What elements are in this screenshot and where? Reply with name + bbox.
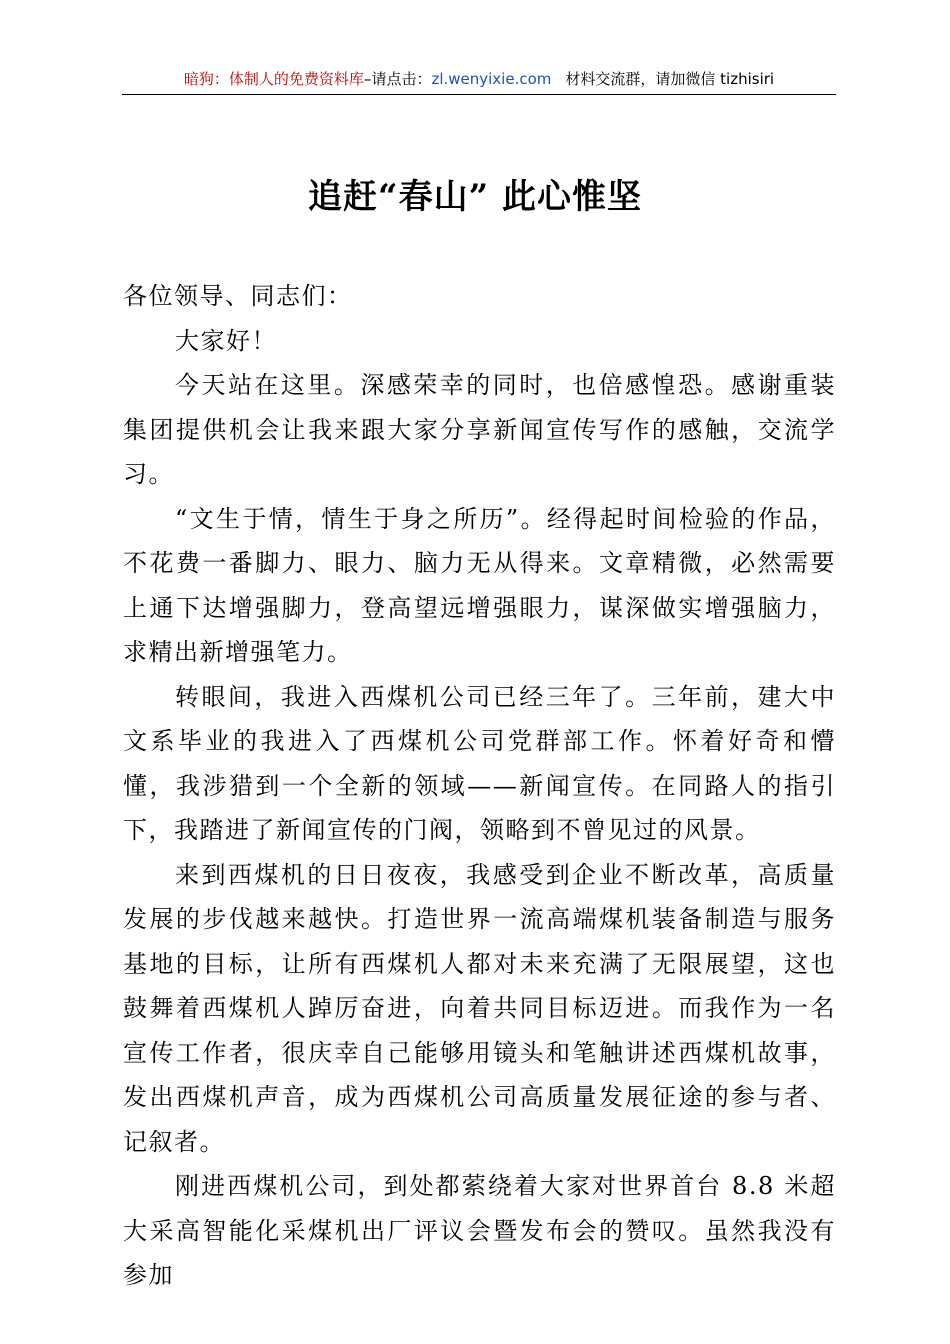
document-body <box>123 274 836 1298</box>
paragraph: 转眼间，我进入西煤机公司已经三年了。三年前，建大中文系毕业的我进入了西煤机公司党群部工作。怀着好奇和懵懂，我涉猎到一个全新的领域——新闻宣传。在同路人的指引下，我踏进了新闻宣传的门阀，领略到不曾见过的风景。 <box>123 682 836 844</box>
header-wechat-note: 材料交流群，请加微信 tizhisiri <box>565 70 775 88</box>
paragraph: 来到西煤机的日日夜夜，我感受到企业不断改革，高质量发展的步伐越来越快。打造世界一流高端煤机装备制造与服务基地的目标，让所有西煤机人都对未来充满了无限展望，这也鼓舞着西煤机人踔厉奋进，向着共同目标迈进。而我作为一名宣传工作者，很庆幸自己能够用镜头和笔触讲述西煤机故事，发出西煤机声音，成为西煤机公司高质量发展征途的参与者、记叙者。 <box>123 860 836 1156</box>
paragraph: “文生于情，情生于身之所历”。经得起时间检验的作品，不花费一番脚力、眼力、脑力无从得来。文章精微，必然需要上通下达增强脚力，登高望远增强眼力，谋深做实增强脑力，求精出新增强笔力。 <box>123 504 836 666</box>
greeting: 大家好！ <box>175 326 277 355</box>
paragraph: 刚进西煤机公司，到处都萦绕着大家对世界首台 8.8 米超大采高智能化采煤机出厂评议会暨发布会的赞叹。虽然我没有参加 <box>123 1172 836 1289</box>
page-header <box>122 66 836 95</box>
header-link[interactable]: zl.wenyixie.com <box>431 70 552 88</box>
header-prompt: –请点击： <box>363 70 432 88</box>
salutation: 各位领导、同志们： <box>123 282 353 310</box>
paragraph: 今天站在这里。深感荣幸的同时，也倍感惶恐。感谢重装集团提供机会让我来跟大家分享新闻宣传写作的感触，交流学习。 <box>123 371 836 488</box>
header-brand: 暗狗：体制人的免费资料库 <box>183 70 364 88</box>
document-title: 追赶“春山” 此心惟坚 <box>308 177 642 217</box>
